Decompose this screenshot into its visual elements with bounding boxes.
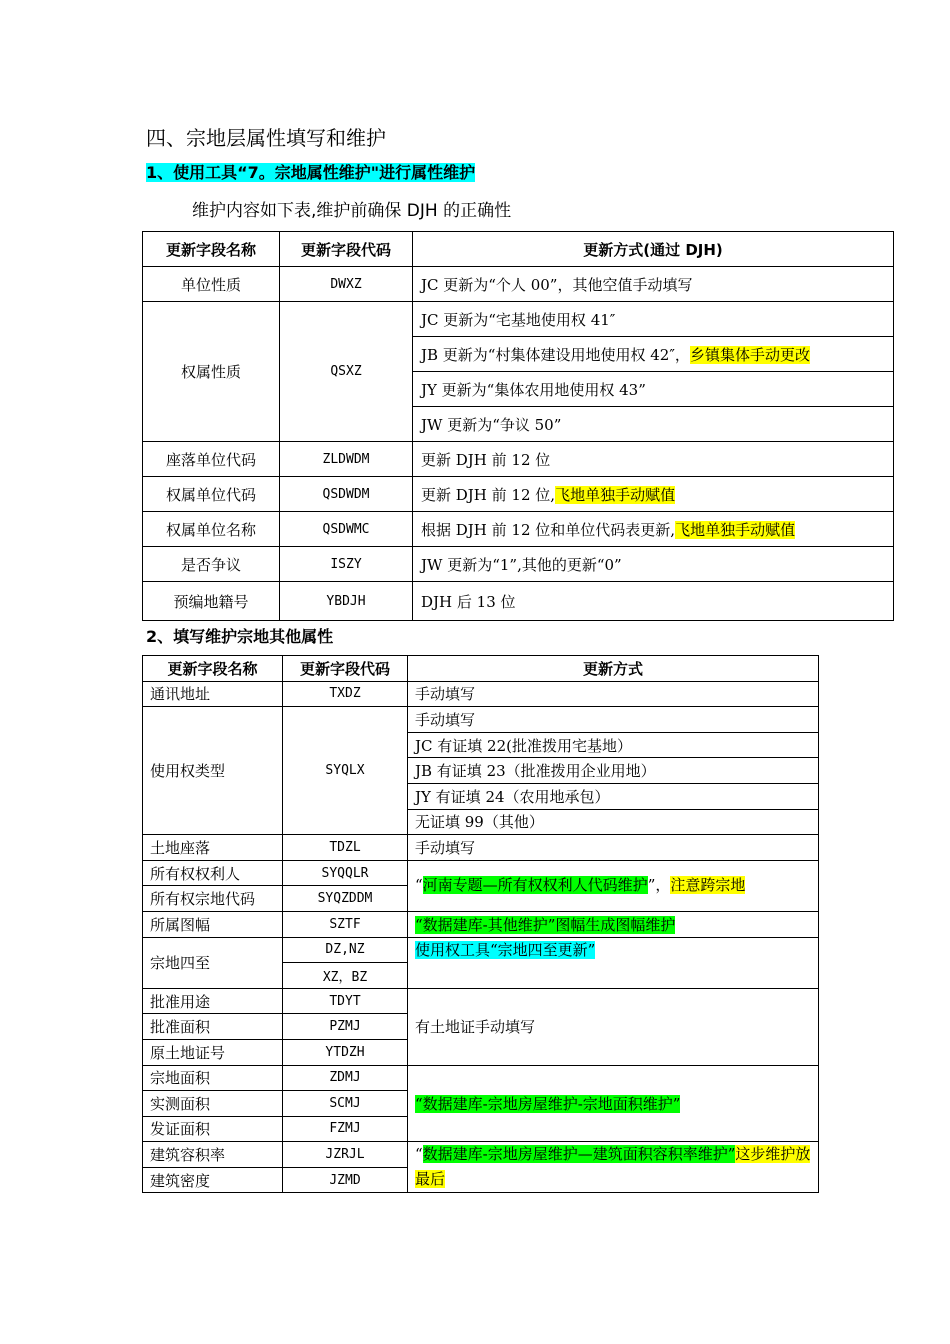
update-method: JC 有证填 22(批准拨用宅基地） xyxy=(408,732,819,758)
method-text: 更新 DJH 前 12 位, xyxy=(421,485,556,504)
table-header-row xyxy=(143,232,894,267)
field-code: SYQQLR xyxy=(283,860,408,886)
method-text: “ xyxy=(415,1145,423,1164)
field-name: 单位性质 xyxy=(143,267,280,302)
table-row xyxy=(143,1065,819,1091)
method-highlight-yellow: 这步维护放最后 xyxy=(415,1145,811,1189)
field-name: 实测面积 xyxy=(143,1091,283,1117)
field-name: 所有权权利人 xyxy=(143,860,283,886)
field-code: TDZL xyxy=(283,835,408,861)
field-name: 通讯地址 xyxy=(143,681,283,707)
field-code: TXDZ xyxy=(283,681,408,707)
update-method: JY 更新为“集体农用地使用权 43” xyxy=(413,372,894,407)
update-method: JC 更新为“个人 00”，其他空值手动填写 xyxy=(413,267,894,302)
method-highlight: 飞地单独手动赋值 xyxy=(675,520,796,539)
header-update-method: 更新方式 xyxy=(408,656,819,682)
table-djh-update xyxy=(142,231,894,621)
table-row xyxy=(143,835,819,861)
update-method xyxy=(408,1065,819,1142)
field-code: ISZY xyxy=(280,547,413,582)
field-code: TDYT xyxy=(283,988,408,1014)
header-update-method: 更新方式(通过 DJH) xyxy=(413,232,894,267)
field-name: 宗地四至 xyxy=(143,937,283,988)
method-highlight: 飞地单独手动赋值 xyxy=(555,485,676,504)
field-name: 批准面积 xyxy=(143,1014,283,1040)
update-method: JW 更新为“1”,其他的更新“0” xyxy=(413,547,894,582)
update-method: JW 更新为“争议 50” xyxy=(413,407,894,442)
step1-heading-text: 1、使用工具“7。宗地属性维护"进行属性维护 xyxy=(146,163,476,182)
field-name: 权属性质 xyxy=(143,302,280,442)
field-name: 建筑密度 xyxy=(143,1167,283,1193)
field-code: FZMJ xyxy=(283,1116,408,1142)
method-highlight-green: “数据建库-宗地房屋维护-宗地面积维护” xyxy=(415,1094,681,1113)
header-field-name: 更新字段名称 xyxy=(143,232,280,267)
field-code: ZDMJ xyxy=(283,1065,408,1091)
update-method xyxy=(408,911,819,937)
field-name: 发证面积 xyxy=(143,1116,283,1142)
step2-heading: 2、填写维护宗地其他属性 xyxy=(146,627,334,646)
field-name: 原土地证号 xyxy=(143,1039,283,1065)
field-name: 宗地面积 xyxy=(143,1065,283,1091)
table-row xyxy=(143,302,894,337)
field-code: SYQZDDM xyxy=(283,886,408,912)
table-header-row xyxy=(143,656,819,682)
method-highlight-green: 数据建库-宗地房屋维护—建筑面积容积率维护” xyxy=(422,1145,736,1164)
field-name: 土地座落 xyxy=(143,835,283,861)
update-method xyxy=(413,512,894,547)
intro-text: 维护内容如下表,维护前确保 DJH 的正确性 xyxy=(192,201,512,221)
table-row xyxy=(143,988,819,1014)
table-row xyxy=(143,512,894,547)
method-highlight-green: 河南专题—所有权权利人代码维护 xyxy=(422,876,648,895)
field-code: SZTF xyxy=(283,911,408,937)
field-name: 权属单位代码 xyxy=(143,477,280,512)
table-other-attributes xyxy=(142,655,819,1193)
update-method: 手动填写 xyxy=(408,681,819,707)
update-method: 手动填写 xyxy=(408,707,819,733)
field-code: SCMJ xyxy=(283,1091,408,1117)
field-name: 是否争议 xyxy=(143,547,280,582)
method-text: 根据 DJH 前 12 位和单位代码表更新, xyxy=(421,520,676,539)
field-name: 使用权类型 xyxy=(143,707,283,835)
field-code: YTDZH xyxy=(283,1039,408,1065)
update-method: 手动填写 xyxy=(408,835,819,861)
field-name: 所有权宗地代码 xyxy=(143,886,283,912)
update-method: JY 有证填 24（农用地承包） xyxy=(408,783,819,809)
field-code: ZLDWDM xyxy=(280,442,413,477)
table-row xyxy=(143,582,894,621)
table-row xyxy=(143,1142,819,1168)
field-name: 预编地籍号 xyxy=(143,582,280,621)
field-name: 权属单位名称 xyxy=(143,512,280,547)
method-highlight-cyan: 使用权工具“宗地四至更新” xyxy=(415,940,596,959)
update-method xyxy=(408,860,819,911)
table-row xyxy=(143,547,894,582)
update-method xyxy=(413,337,894,372)
update-method: JB 有证填 23（批准拨用企业用地） xyxy=(408,758,819,784)
method-highlight: 乡镇集体手动更改 xyxy=(689,345,810,364)
field-code: XZ，BZ xyxy=(283,963,408,989)
table-row xyxy=(143,442,894,477)
field-code: YBDJH xyxy=(280,582,413,621)
field-code: QSDWDM xyxy=(280,477,413,512)
field-code: DWXZ xyxy=(280,267,413,302)
field-name: 座落单位代码 xyxy=(143,442,280,477)
field-code: JZMD xyxy=(283,1167,408,1193)
update-method: 有土地证手动填写 xyxy=(408,988,819,1065)
update-method xyxy=(408,1142,819,1193)
section-title: 四、宗地层属性填写和维护 xyxy=(146,126,386,150)
method-text: JB 更新为“村集体建设用地使用权 42″， xyxy=(421,345,690,364)
method-text: ”， xyxy=(647,876,671,895)
field-code: JZRJL xyxy=(283,1142,408,1168)
header-field-code: 更新字段代码 xyxy=(283,656,408,682)
table-row xyxy=(143,707,819,733)
update-method xyxy=(413,477,894,512)
field-code: QSXZ xyxy=(280,302,413,442)
update-method: DJH 后 13 位 xyxy=(413,582,894,621)
method-highlight-yellow: 注意跨宗地 xyxy=(670,876,746,895)
table-row xyxy=(143,681,819,707)
update-method: 无证填 99（其他） xyxy=(408,809,819,835)
update-method: JC 更新为“宅基地使用权 41″ xyxy=(413,302,894,337)
table-row xyxy=(143,911,819,937)
table-row xyxy=(143,267,894,302)
field-code: DZ,NZ xyxy=(283,937,408,963)
step1-heading xyxy=(146,160,475,183)
field-code: SYQLX xyxy=(283,707,408,835)
update-method xyxy=(408,937,819,988)
field-name: 批准用途 xyxy=(143,988,283,1014)
field-code: QSDWMC xyxy=(280,512,413,547)
table-row xyxy=(143,860,819,886)
header-field-name: 更新字段名称 xyxy=(143,656,283,682)
field-name: 建筑容积率 xyxy=(143,1142,283,1168)
table-row xyxy=(143,477,894,512)
table-row xyxy=(143,937,819,963)
method-highlight-green: “数据建库-其他维护”图幅生成图幅维护 xyxy=(415,915,676,934)
update-method: 更新 DJH 前 12 位 xyxy=(413,442,894,477)
method-text: “ xyxy=(415,876,423,895)
field-name: 所属图幅 xyxy=(143,911,283,937)
header-field-code: 更新字段代码 xyxy=(280,232,413,267)
field-code: PZMJ xyxy=(283,1014,408,1040)
